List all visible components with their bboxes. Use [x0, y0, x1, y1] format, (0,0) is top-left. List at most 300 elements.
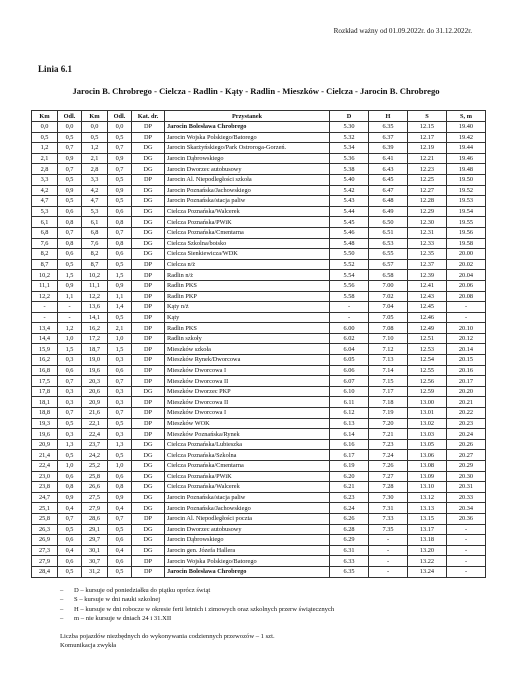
cell-distance-alt: 0,5 — [108, 418, 132, 429]
cell-h: 6.50 — [369, 217, 408, 228]
cell-km-alt: 26,6 — [82, 482, 108, 493]
cell-road-category: DG — [132, 503, 165, 514]
cell-km-alt: 2,1 — [82, 153, 108, 164]
table-row — [32, 164, 486, 175]
table-row — [32, 122, 486, 133]
table-row — [32, 143, 486, 154]
cell-road-category: DP — [132, 302, 165, 313]
cell-distance: 0,6 — [58, 206, 82, 217]
cell-distance: 1,3 — [58, 439, 82, 450]
cell-h: 6.39 — [369, 143, 408, 154]
cell-km: 10,2 — [32, 270, 58, 281]
cell-distance-alt: 0,9 — [108, 280, 132, 291]
cell-h: 6.57 — [369, 259, 408, 270]
route-title: Jarocin B. Chrobrego - Cielcza - Radlin - Kąty - Radlin - Mieszków - Cielcza - Jarocin B. Chrobrego — [72, 86, 440, 96]
legend-item: – m – nie kursuje w dniach 24 i 31.XII — [60, 614, 334, 623]
cell-s: 13.10 — [408, 482, 447, 493]
cell-distance: 0,8 — [58, 217, 82, 228]
cell-sm: 19.44 — [447, 143, 486, 154]
cell-road-category: DP — [132, 259, 165, 270]
cell-stop: Radlin PKS — [165, 280, 330, 291]
cell-distance-alt: 1,5 — [108, 344, 132, 355]
cell-h: 6.55 — [369, 249, 408, 260]
cell-stop: Cielcza Poznańska/PWiK — [165, 217, 330, 228]
cell-s: 13.24 — [408, 566, 447, 577]
cell-stop: Kąty — [165, 312, 330, 323]
cell-s: 13.12 — [408, 492, 447, 503]
cell-s: 12.51 — [408, 333, 447, 344]
cell-sm: 19.53 — [447, 196, 486, 207]
cell-km: 21,4 — [32, 450, 58, 461]
cell-stop: Jarocin Poznańska/stacja paliw — [165, 196, 330, 207]
cell-distance-alt: 0,6 — [108, 249, 132, 260]
cell-stop: Cielcza Poznańska/PWiK — [165, 471, 330, 482]
cell-km: 28,4 — [32, 566, 58, 577]
cell-distance: 0,9 — [58, 185, 82, 196]
cell-distance-alt: 0,8 — [108, 238, 132, 249]
cell-distance-alt: 0,4 — [108, 503, 132, 514]
cell-km: 27,3 — [32, 545, 58, 556]
cell-distance: 0,3 — [58, 386, 82, 397]
col-header-distance: Odl. — [58, 111, 82, 122]
cell-distance: 0,5 — [58, 196, 82, 207]
cell-sm: 20.31 — [447, 482, 486, 493]
cell-distance-alt: 0,6 — [108, 471, 132, 482]
cell-s: 12.46 — [408, 312, 447, 323]
cell-km-alt: 18,7 — [82, 344, 108, 355]
cell-d: 6.05 — [330, 355, 369, 366]
cell-km-alt: 12,2 — [82, 291, 108, 302]
cell-h: - — [369, 535, 408, 546]
service-type-note: Komunikacja zwykła — [60, 642, 117, 650]
cell-km: 23,8 — [32, 482, 58, 493]
cell-h: 7.02 — [369, 291, 408, 302]
cell-distance: 0,7 — [58, 227, 82, 238]
cell-distance: 0,7 — [58, 143, 82, 154]
cell-distance-alt: 0,5 — [108, 312, 132, 323]
cell-sm: 20.16 — [447, 365, 486, 376]
cell-d: 5.34 — [330, 143, 369, 154]
cell-km-alt: 31,2 — [82, 566, 108, 577]
cell-road-category: DG — [132, 185, 165, 196]
cell-km: 20,9 — [32, 439, 58, 450]
cell-s: 13.13 — [408, 503, 447, 514]
cell-d: 5.32 — [330, 132, 369, 143]
cell-d: 6.02 — [330, 333, 369, 344]
cell-road-category: DG — [132, 471, 165, 482]
table-row — [32, 312, 486, 323]
cell-km-alt: 22,4 — [82, 429, 108, 440]
cell-sm: 19.50 — [447, 174, 486, 185]
cell-h: 7.33 — [369, 513, 408, 524]
cell-road-category: DG — [132, 143, 165, 154]
cell-road-category: DP — [132, 312, 165, 323]
cell-road-category: DG — [132, 386, 165, 397]
cell-stop: Jarocin Bolesława Chrobrego — [165, 122, 330, 133]
cell-km-alt: 6,8 — [82, 227, 108, 238]
cell-d: 6.31 — [330, 545, 369, 556]
cell-km-alt: 10,2 — [82, 270, 108, 281]
cell-km-alt: 29,1 — [82, 524, 108, 535]
validity-note: Rozkład ważny od 01.09.2022r. do 31.12.2022r. — [333, 27, 472, 35]
cell-stop: Cielcza Poznańska/Szkolna — [165, 450, 330, 461]
cell-h: 7.31 — [369, 503, 408, 514]
cell-distance-alt: 0,7 — [108, 227, 132, 238]
cell-km: 27,9 — [32, 556, 58, 567]
table-row — [32, 492, 486, 503]
cell-d: 5.48 — [330, 238, 369, 249]
cell-h: 6.41 — [369, 153, 408, 164]
cell-stop: Radlin szkoły — [165, 333, 330, 344]
cell-distance: 0,6 — [58, 365, 82, 376]
cell-km: 4,7 — [32, 196, 58, 207]
cell-sm: - — [447, 302, 486, 313]
cell-s: 12.30 — [408, 217, 447, 228]
cell-d: 6.26 — [330, 513, 369, 524]
cell-h: - — [369, 566, 408, 577]
cell-km: 11,1 — [32, 280, 58, 291]
cell-km-alt: 19,0 — [82, 355, 108, 366]
cell-km: 22,4 — [32, 461, 58, 472]
cell-d: 5.42 — [330, 185, 369, 196]
cell-stop: Jarocin Dworzec autobusowy — [165, 164, 330, 175]
col-header-stop: Przystanek — [165, 111, 330, 122]
cell-s: 12.43 — [408, 291, 447, 302]
cell-s: 12.25 — [408, 174, 447, 185]
cell-distance-alt: 0,3 — [108, 429, 132, 440]
cell-sm: 20.24 — [447, 429, 486, 440]
cell-km-alt: 19,6 — [82, 365, 108, 376]
table-row — [32, 196, 486, 207]
cell-h: 6.47 — [369, 185, 408, 196]
cell-distance-alt: 0,9 — [108, 185, 132, 196]
table-row — [32, 535, 486, 546]
cell-km: 17,5 — [32, 376, 58, 387]
cell-h: 7.28 — [369, 482, 408, 493]
table-row — [32, 439, 486, 450]
col-header-d: D — [330, 111, 369, 122]
cell-d: 6.07 — [330, 376, 369, 387]
cell-d: 6.17 — [330, 450, 369, 461]
cell-d: 5.46 — [330, 227, 369, 238]
cell-distance-alt: 0,7 — [108, 513, 132, 524]
cell-s: 12.19 — [408, 143, 447, 154]
cell-sm: 20.02 — [447, 259, 486, 270]
cell-km: 18,8 — [32, 408, 58, 419]
cell-distance: 1,1 — [58, 291, 82, 302]
cell-d: 5.56 — [330, 280, 369, 291]
cell-d: 6.06 — [330, 365, 369, 376]
cell-h: 7.18 — [369, 397, 408, 408]
cell-distance: 0,0 — [58, 122, 82, 133]
cell-d: 6.19 — [330, 461, 369, 472]
cell-road-category: DG — [132, 545, 165, 556]
cell-stop: Radlin PKP — [165, 291, 330, 302]
cell-sm: 19.46 — [447, 153, 486, 164]
table-row — [32, 524, 486, 535]
cell-s: 12.37 — [408, 259, 447, 270]
cell-stop: Jarocin Skarżyńskiego/Park Ostroroga-Gorzeń. — [165, 143, 330, 154]
table-row — [32, 482, 486, 493]
cell-stop: Jarocin Dąbrowskiego — [165, 153, 330, 164]
cell-km-alt: 23,7 — [82, 439, 108, 450]
cell-distance-alt: 1,4 — [108, 302, 132, 313]
cell-distance: 1,5 — [58, 270, 82, 281]
legend-item: – S – kursuje w dni nauki szkolnej — [60, 595, 334, 604]
cell-h: 7.30 — [369, 492, 408, 503]
cell-road-category: DP — [132, 418, 165, 429]
cell-s: 12.39 — [408, 270, 447, 281]
cell-s: 13.06 — [408, 450, 447, 461]
cell-d: 6.10 — [330, 386, 369, 397]
cell-km-alt: 24,2 — [82, 450, 108, 461]
cell-distance-alt: 0,5 — [108, 132, 132, 143]
cell-sm: 19.42 — [447, 132, 486, 143]
cell-s: 12.59 — [408, 386, 447, 397]
table-row — [32, 386, 486, 397]
timetable-body — [32, 122, 486, 578]
table-row — [32, 418, 486, 429]
cell-distance: 0,8 — [58, 482, 82, 493]
table-row — [32, 238, 486, 249]
cell-stop: Mieszków Poznańska/Rynek — [165, 429, 330, 440]
cell-h: 7.15 — [369, 376, 408, 387]
cell-sm: 20.36 — [447, 513, 486, 524]
cell-s: 13.03 — [408, 429, 447, 440]
cell-km-alt: 0,5 — [82, 132, 108, 143]
cell-distance-alt: 0,9 — [108, 492, 132, 503]
cell-distance-alt: 0,5 — [108, 174, 132, 185]
cell-d: 5.52 — [330, 259, 369, 270]
legend-item: – D – kursuje od poniedziałku do piątku oprócz świąt — [60, 586, 334, 595]
cell-s: 12.31 — [408, 227, 447, 238]
cell-km-alt: 4,7 — [82, 196, 108, 207]
cell-s: 12.29 — [408, 206, 447, 217]
cell-km: 3,3 — [32, 174, 58, 185]
cell-road-category: DP — [132, 344, 165, 355]
cell-stop: Cielcza Szkolna/boisko — [165, 238, 330, 249]
cell-distance: 0,9 — [58, 153, 82, 164]
cell-road-category: DG — [132, 249, 165, 260]
cell-sm: - — [447, 545, 486, 556]
cell-d: 6.11 — [330, 397, 369, 408]
cell-km: 12,2 — [32, 291, 58, 302]
cell-distance: 0,5 — [58, 174, 82, 185]
cell-d: 5.40 — [330, 174, 369, 185]
cell-distance: 0,7 — [58, 513, 82, 524]
cell-km: 6,8 — [32, 227, 58, 238]
cell-sm: - — [447, 524, 486, 535]
cell-h: 7.04 — [369, 302, 408, 313]
cell-km-alt: 17,2 — [82, 333, 108, 344]
cell-distance: 0,5 — [58, 418, 82, 429]
cell-h: 7.26 — [369, 461, 408, 472]
cell-km-alt: 25,8 — [82, 471, 108, 482]
table-row — [32, 376, 486, 387]
cell-km-alt: 3,3 — [82, 174, 108, 185]
cell-km: 2,8 — [32, 164, 58, 175]
cell-km: 18,1 — [32, 397, 58, 408]
cell-distance: - — [58, 312, 82, 323]
col-header-sm: S, m — [447, 111, 486, 122]
cell-distance: 0,9 — [58, 492, 82, 503]
cell-distance-alt: 0,0 — [108, 122, 132, 133]
cell-stop: Mieszków WOK — [165, 418, 330, 429]
cell-km-alt: 1,2 — [82, 143, 108, 154]
cell-d: - — [330, 302, 369, 313]
cell-road-category: DP — [132, 270, 165, 281]
table-row — [32, 545, 486, 556]
cell-sm: 19.54 — [447, 206, 486, 217]
cell-km: 8,7 — [32, 259, 58, 270]
cell-h: - — [369, 545, 408, 556]
table-row — [32, 302, 486, 313]
cell-d: 6.35 — [330, 566, 369, 577]
cell-s: 13.18 — [408, 535, 447, 546]
cell-d: 5.43 — [330, 196, 369, 207]
cell-km: 6,1 — [32, 217, 58, 228]
cell-sm: 20.04 — [447, 270, 486, 281]
cell-km-alt: 7,6 — [82, 238, 108, 249]
cell-stop: Jarocin Dąbrowskiego — [165, 535, 330, 546]
cell-h: - — [369, 556, 408, 567]
cell-sm: 19.52 — [447, 185, 486, 196]
cell-s: 12.27 — [408, 185, 447, 196]
cell-km-alt: 28,6 — [82, 513, 108, 524]
cell-road-category: DP — [132, 132, 165, 143]
cell-km-alt: 20,6 — [82, 386, 108, 397]
cell-distance-alt: 0,5 — [108, 450, 132, 461]
table-row — [32, 291, 486, 302]
legend-item: – H – kursuje w dni robocze w okresie ferii letnich i zimowych oraz szkolnych przerw świątecznych — [60, 605, 334, 614]
cell-h: 6.37 — [369, 132, 408, 143]
cell-distance-alt: 1,3 — [108, 439, 132, 450]
table-row — [32, 397, 486, 408]
table-row — [32, 344, 486, 355]
cell-km: 2,1 — [32, 153, 58, 164]
cell-km-alt: 8,2 — [82, 249, 108, 260]
cell-road-category: DG — [132, 196, 165, 207]
cell-road-category: DP — [132, 365, 165, 376]
cell-distance: - — [58, 302, 82, 313]
table-row — [32, 408, 486, 419]
cell-distance-alt: 2,1 — [108, 323, 132, 334]
cell-distance: 0,6 — [58, 535, 82, 546]
cell-road-category: DG — [132, 227, 165, 238]
table-row — [32, 280, 486, 291]
cell-distance-alt: 0,6 — [108, 535, 132, 546]
cell-stop: Jarocin Al. Niepodległości szkoła — [165, 174, 330, 185]
cell-d: 5.50 — [330, 249, 369, 260]
cell-sm: 19.55 — [447, 217, 486, 228]
cell-distance: 0,5 — [58, 524, 82, 535]
cell-stop: Mieszków Dworcowa I — [165, 408, 330, 419]
cell-km-alt: 21,6 — [82, 408, 108, 419]
table-row — [32, 206, 486, 217]
cell-distance: 0,7 — [58, 376, 82, 387]
cell-km-alt: 25,2 — [82, 461, 108, 472]
cell-km-alt: 16,2 — [82, 323, 108, 334]
cell-h: 7.20 — [369, 418, 408, 429]
cell-km: 16,8 — [32, 365, 58, 376]
cell-distance-alt: 0,3 — [108, 386, 132, 397]
cell-distance-alt: 0,5 — [108, 566, 132, 577]
cell-h: 6.49 — [369, 206, 408, 217]
cell-distance: 0,3 — [58, 355, 82, 366]
cell-h: 7.13 — [369, 355, 408, 366]
cell-km: 15,9 — [32, 344, 58, 355]
table-row — [32, 153, 486, 164]
cell-km: 23,0 — [32, 471, 58, 482]
cell-sm: 20.14 — [447, 344, 486, 355]
cell-h: 7.23 — [369, 439, 408, 450]
cell-s: 12.53 — [408, 344, 447, 355]
table-row — [32, 450, 486, 461]
cell-d: 6.24 — [330, 503, 369, 514]
cell-stop: Mieszków Dworcowa II — [165, 376, 330, 387]
cell-km-alt: 6,1 — [82, 217, 108, 228]
cell-km: 25,1 — [32, 503, 58, 514]
cell-sm: 20.00 — [447, 249, 486, 260]
cell-s: 13.09 — [408, 471, 447, 482]
cell-km: 0,5 — [32, 132, 58, 143]
cell-km-alt: 5,3 — [82, 206, 108, 217]
table-row — [32, 355, 486, 366]
cell-road-category: DP — [132, 376, 165, 387]
cell-road-category: DP — [132, 333, 165, 344]
cell-h: 7.05 — [369, 312, 408, 323]
col-header-km-alt: Km — [82, 111, 108, 122]
cell-km: 26,3 — [32, 524, 58, 535]
cell-km-alt: 27,9 — [82, 503, 108, 514]
cell-km-alt: 11,1 — [82, 280, 108, 291]
cell-sm: 20.20 — [447, 386, 486, 397]
legend — [60, 586, 334, 623]
cell-d: 6.28 — [330, 524, 369, 535]
cell-s: 13.22 — [408, 556, 447, 567]
cell-km-alt: 27,5 — [82, 492, 108, 503]
cell-distance: 0,4 — [58, 503, 82, 514]
cell-stop: Mieszków szkoła — [165, 344, 330, 355]
cell-sm: - — [447, 535, 486, 546]
cell-h: 7.24 — [369, 450, 408, 461]
cell-stop: Jarocin Al. Niepodległości poczta — [165, 513, 330, 524]
cell-d: 6.12 — [330, 408, 369, 419]
cell-km: 26,9 — [32, 535, 58, 546]
cell-stop: Cielcza Poznańska/Cmentarna — [165, 227, 330, 238]
cell-distance-alt: 0,5 — [108, 196, 132, 207]
cell-distance-alt: 0,3 — [108, 397, 132, 408]
cell-sm: 20.06 — [447, 280, 486, 291]
cell-road-category: DG — [132, 206, 165, 217]
cell-s: 12.33 — [408, 238, 447, 249]
cell-h: 7.27 — [369, 471, 408, 482]
cell-km: 19,3 — [32, 418, 58, 429]
cell-distance: 0,7 — [58, 408, 82, 419]
cell-distance: 0,4 — [58, 545, 82, 556]
cell-d: - — [330, 312, 369, 323]
cell-sm: 20.26 — [447, 439, 486, 450]
table-row — [32, 259, 486, 270]
cell-stop: Jarocin Dworzec autobusowy — [165, 524, 330, 535]
cell-distance-alt: 0,6 — [108, 365, 132, 376]
cell-sm: 20.10 — [447, 323, 486, 334]
cell-sm: 19.48 — [447, 164, 486, 175]
table-row — [32, 513, 486, 524]
col-header-road-category: Kat. dr. — [132, 111, 165, 122]
cell-distance-alt: 0,7 — [108, 408, 132, 419]
cell-s: 12.45 — [408, 302, 447, 313]
